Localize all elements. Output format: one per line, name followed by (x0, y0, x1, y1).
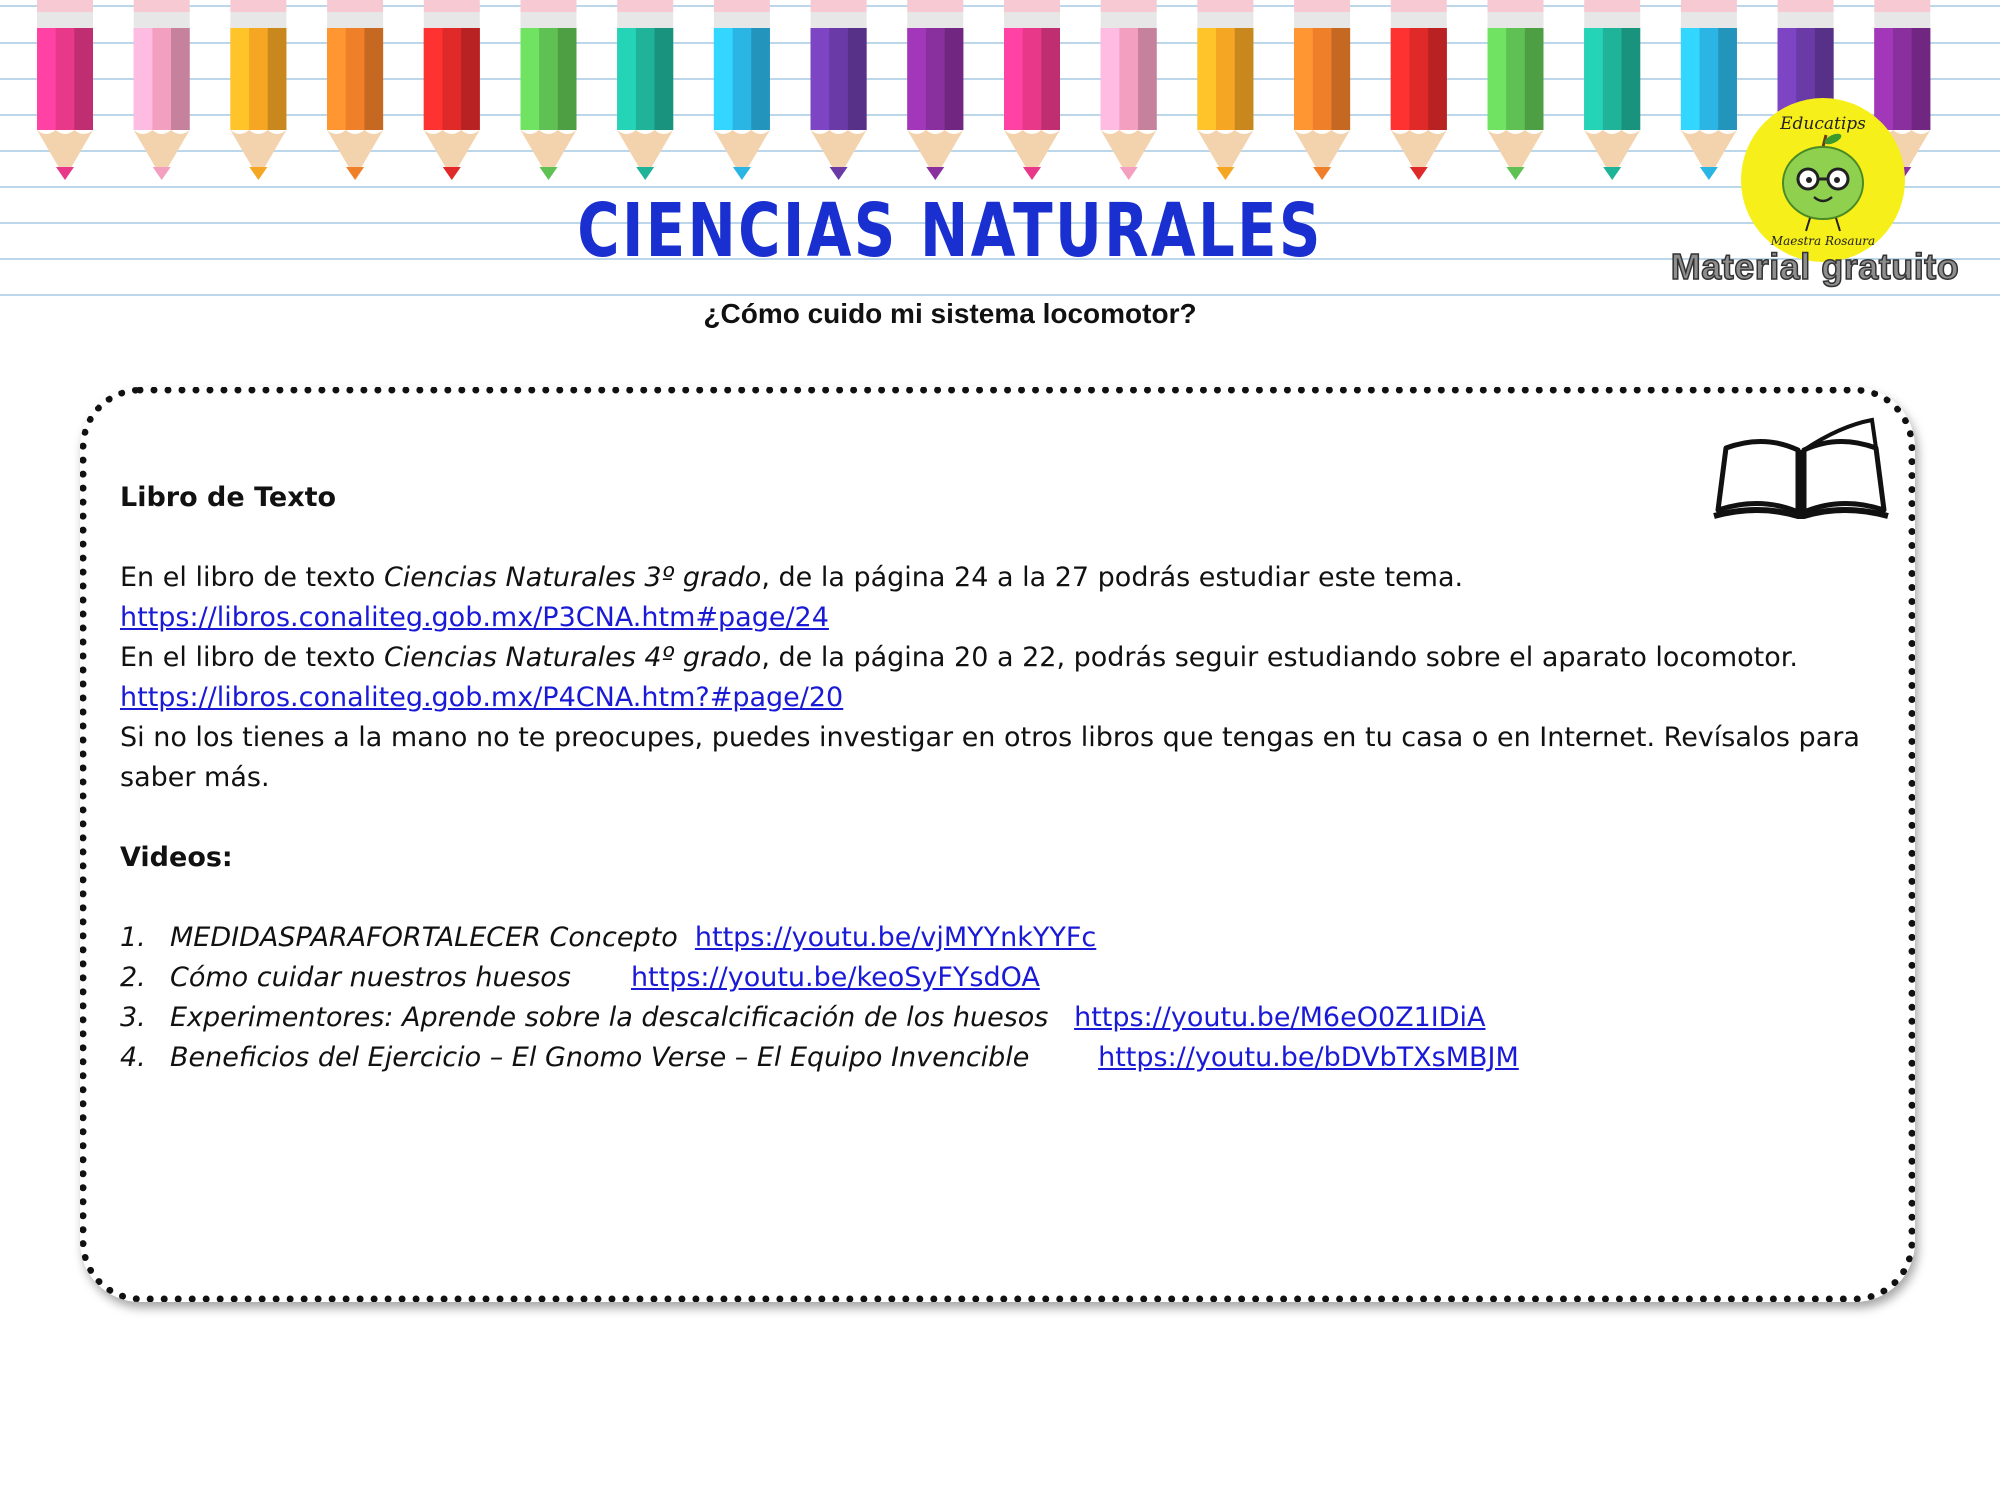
section-heading-textbook: Libro de Texto (120, 482, 337, 513)
para2-post: , de la página 20 a 22, podrás seguir estudiando sobre el aparato locomotor. (761, 642, 1798, 673)
pencil-icon (1391, 0, 1447, 180)
pencil-icon (1101, 0, 1157, 180)
list-item (120, 998, 1860, 1038)
video-list (120, 918, 1860, 1078)
logo-top-text: Educatips (1780, 114, 1866, 134)
pencil-icon (134, 0, 190, 180)
pencil-icon (521, 0, 577, 180)
pencil-border (0, 0, 2000, 200)
para1-post: , de la página 24 a la 27 podrás estudiar este tema. (761, 562, 1464, 593)
pencil-icon (617, 0, 673, 180)
list-item (120, 918, 1860, 958)
page-title: CIENCIAS NATURALES (577, 188, 1323, 274)
list-number: 4. (120, 1042, 146, 1073)
free-material-badge: Material gratuito (1670, 246, 1960, 287)
video-title: Experimentores: Aprende sobre la descalcificación de los huesos (170, 1002, 1049, 1033)
content-text (120, 478, 1860, 1078)
video-link[interactable]: https://youtu.be/keoSyFYsdOA (630, 962, 1040, 993)
pencil-icon (1584, 0, 1640, 180)
logo-bottom-text: Maestra Rosaura (1770, 234, 1876, 248)
link-4th-grade-book[interactable]: https://libros.conaliteg.gob.mx/P4CNA.htm?#page/20 (120, 682, 844, 713)
para1-book-title: Ciencias Naturales 3º grado (383, 562, 762, 593)
pencil-icon (327, 0, 383, 180)
list-item (120, 1038, 1860, 1078)
educatips-logo (1738, 95, 1908, 265)
video-link[interactable]: https://youtu.be/vjMYYnkYYFc (694, 922, 1097, 953)
section-heading-videos: Videos: (120, 842, 233, 873)
video-title: Beneficios del Ejercicio – El Gnomo Verse – El Equipo Invencible (170, 1042, 1030, 1073)
pencil-icon (714, 0, 770, 180)
pencil-icon (907, 0, 963, 180)
pencil-icon (811, 0, 867, 180)
video-link[interactable]: https://youtu.be/M6eO0Z1IDiA (1074, 1002, 1486, 1033)
paragraph-research-note: Si no los tienes a la mano no te preocupes, puedes investigar en otros libros que tengas en tu casa o en Internet. Revísalos para saber más. (120, 722, 1860, 793)
video-title: MEDIDASPARAFORTALECER Concepto (170, 922, 678, 953)
list-number: 2. (120, 962, 146, 993)
pencil-icon (37, 0, 93, 180)
video-link[interactable]: https://youtu.be/bDVbTXsMBJM (1098, 1042, 1519, 1073)
pencil-icon (1681, 0, 1737, 180)
pencil-icon (1004, 0, 1060, 180)
pencil-icon (1197, 0, 1253, 180)
pencil-icon (230, 0, 286, 180)
pencil-icon (1488, 0, 1544, 180)
paragraph-3rd-grade (120, 558, 1860, 598)
link-3rd-grade-book[interactable]: https://libros.conaliteg.gob.mx/P3CNA.htm#page/24 (120, 602, 829, 633)
pencil-icon (1294, 0, 1350, 180)
para2-pre: En el libro de texto (120, 642, 384, 673)
para2-book-title: Ciencias Naturales 4º grado (383, 642, 762, 673)
list-item (120, 958, 1860, 998)
video-title: Cómo cuidar nuestros huesos (170, 962, 571, 993)
list-number: 3. (120, 1002, 146, 1033)
pencil-icon (424, 0, 480, 180)
page-subtitle: ¿Cómo cuido mi sistema locomotor? (703, 298, 1197, 329)
list-number: 1. (120, 922, 146, 953)
para1-pre: En el libro de texto (120, 562, 384, 593)
paragraph-4th-grade (120, 638, 1860, 678)
